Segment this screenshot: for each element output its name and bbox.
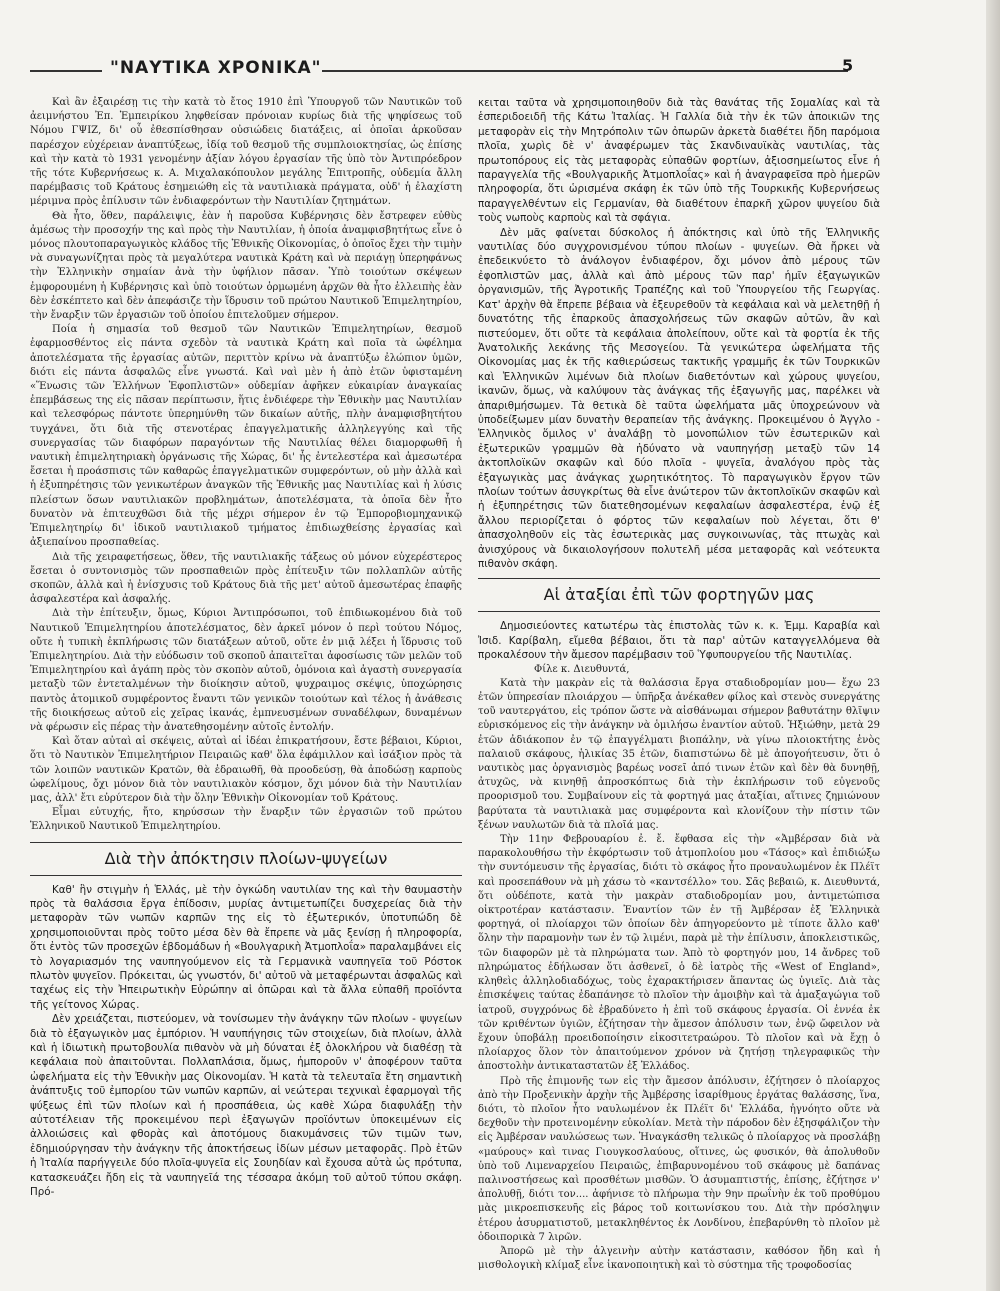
header-rule-right <box>322 70 848 72</box>
right-column <box>478 96 880 1273</box>
letter-paragraph: Τὴν 11ην Φεβρουαρίου ἐ. ἔ. ἔφθασα εἰς τὴν «Ἀμβέρσαν διὰ νὰ παρακολουθήσω τὴν ἐκφόρτωσιν τοῦ ἀτμοπλοίου μου «Τάσος» καὶ ἐπιδιώξω τὴν συντόμευσιν τῆς ἐργασίας, διότι τὸ σκάφος ἦτο προναυλωμένον ἐκ Πλέϊτ καὶ προσεπάθουν νὰ μὴ χάσω τὸ «καντσέλλο» του. Σᾶς βεβαιῶ, κ. Διευθυντά, ὅτι οὐδέποτε, κατὰ τὴν μακρὰν σταδιοδρομίαν μου, ἀντιμετώπισα οἰκτροτέραν κατάστασιν. Ἐναντίον τῶν ἐν τῇ Ἀμβέρσαν ἐξ Ἑλληνικὰ φορτηγά, οἱ πλοίαρχοι τῶν ὁποίων δὲν ἀπηγορεύοντο μὲ τίποτε ἄλλο καθ' ὅλην τὴν παραμονὴν των ἐν τῷ λιμένι, παρὰ μὲ τὴν ἐπίλυσιν, ἀποκλειστικῶς, τῶν διαφορῶν μὲ τὰ πληρώματα των. Ἀπὸ τὸ φορτηγόν μου, 14 ἄνδρες τοῦ πληρώματος ἐδήλωσαν ὅτι ἀσθενεῖ, ὁ δὲ ἰατρὸς τῆς «West of England», κληθεὶς ἀλληλοδιαδόχως, τοὺς ἐχαρακτήρισεν ἅπαντας ὡς ὑγιεῖς. Διὰ τὰς ἐπισκέψεις ταύτας ἐδαπάνησε τὸ πλοῖον τὴν ἀμοιβὴν καὶ τὰ ἀμαξαγώγια τοῦ ἰατροῦ, συγχρόνως δὲ ἐβραδύνετο ἡ ἐπὶ τοῦ σκάφους ἐργασία. Οἱ ἐννέα ἐκ τῶν κριθέντων ὑγιῶν, ἐζήτησαν τὴν ἄμεσον ἀπόλυσιν των, ἐνῷ ὤφειλον νὰ ἔχουν ὑποβάλῃ προειδοποίησιν εἰκοσιτετραώρου. Τὸ πλοῖον καὶ νὰ ἔχῃ ὁ πλοίαρχος ὅλον τὸν ἀπαιτούμενον χρόνον νὰ ζητήσῃ τηλεγραφικῶς τὴν ἀποστολὴν ἀντικαταστατῶν ἐξ Ἑλλάδος. <box>478 834 880 1073</box>
letter-paragraph: Πρὸ τῆς ἐπιμονῆς των εἰς τὴν ἄμεσον ἀπόλυσιν, ἐζήτησεν ὁ πλοίαρχος ἀπὸ τὴν Προξενικὴν ἀρχὴν τῆς Ἀμβέρσης ἰσαρίθμους ἐργάτας θαλάσσης, ἵνα, διότι, τὸ πλοῖον ἦτο ναυλωμένον ἐκ Πλέϊτ δι' Ἑλλάδα, ἠγνόητο οὔτε νὰ δεχθοῦν τὴν προτεινομένην εὐκολίαν. Μετὰ τὴν πάροδον δὲν ἐξησφάλιζον τὴν εἰς Ἀμβέρσαν ναυλώσεως των. Ἠναγκάσθη τελικῶς ὁ πλοίαρχος νὰ προσλάβῃ «μαύρους» καὶ τινας Γιουγκοσλαύους, οἵτινες, ὡς φυσικόν, θὰ ἀπολυθοῦν ὑπὸ τοῦ Λιμεναρχείου Πειραιῶς, ἐπιβαρυνομένου τοῦ σκάφους μὲ δαπάνας παλινοστήσεως καὶ προσθέτων μισθῶν. Ὁ ἀσυμαπτιστής, ἐπίσης, ἐζήτησε ν' ἀπολυθῇ, διότι τον.... ἀφήνισε τὸ πλήρωμα τὴν 9ην πρωΐνὴν ἐκ τοῦ προθύμου μὰς μικροεπισκευῆς εἰς βάρος τοῦ κοιτωνίσκου του. Διὰ τὴν πρόσληψιν ἑτέρου ἀσυρματιστοῦ, μετακληθέντος ἐκ Λονδίνου, ἐπεβαρύνθη τὸ πλοῖον μὲ ὁδοιπορικὰ 7 λιρῶν. <box>478 1075 880 1243</box>
letter-salutation: Φίλε κ. Διευθυντά, <box>534 663 630 675</box>
page-binding-edge <box>986 0 1000 1291</box>
article-paragraph: Ποία ἡ σημασία τοῦ θεσμοῦ τῶν Ναυτικῶν Ἐπιμελητηρίων, θεσμοῦ ἐφαρμοσθέντος εἰς πάντα σχεδὸν τὰ ναυτικὰ Κράτη καὶ ποῖα τὰ ὠφέλημα ἀποτελέσματα τῆς ἐργασίας αὐτῶν, περιττὸν κρίνω νὰ ἀναπτύξω ἐλώπιον ὑμῶν, διότι εἰς πάντα ἀσφαλῶς εἶνε γνωστά. Καὶ ναὶ μὲν ἡ ἀπὸ ἐτῶν ὑφισταμένη «Ἕνωσις τῶν Ἑλλήνων Ἐφοπλιστῶν» οὐδεμίαν ἀφῆκεν εὐκαιρίαν ἀναγκαίας ἐπεμβάσεως της εἰς πᾶσαν περίπτωσιν, ἥτις ἐνδιέφερε τὴν Ἐθνικὴν μας Ναυτιλίαν καὶ τελεσφόρως πάντοτε ὑπερημύνθη τῶν δικαίων αὐτῆς, πλὴν ἀναμφισβητήτου τυγχάνει, ὅτι διὰ τῆς στενοτέρας ἐπαγγελματικῆς ἀλληλεγγύης καὶ τῆς συνεργασίας τῶν διαφόρων παραγόντων τῆς Ναυτιλίας θέλει διαμορφωθῆ ἡ ναυτικὴ ἐπιμελητηριακὴ ὀργάνωσις τῆς Χώρας, δι' ἧς ἐντελεστέρα καὶ ἀμεσωτέρα ἔσεται ἡ προάσπισις τῶν καθαρῶς ἐπαγγελματικῶν συμφερόντων, οὐ μὴν ἀλλὰ καὶ ἡ ἐξυπηρέτησις τῶν γενικωτέρων ἀναγκῶν τῆς Ἐθνικῆς μας Ναυτιλίας καὶ ἡ λύσις πλείστων ὅσων ναυτιλιακῶν προβλημάτων, ἀποτελέσματα, τὰ ὁποῖα δὲν ἦτο δυνατὸν νὰ ἐπιτευχθῶσι διὰ τῆς μέχρι σήμερον ἐν τῷ Ἐμποροβιομηχανικῷ Ἐπιμελητηρίῳ δι' ἰδικοῦ ναυτιλιακοῦ τμήματος ἐπιδιωχθείσης ἐργασίας καὶ ἀξιεπαίνου προσπαθείας. <box>30 324 462 549</box>
article-paragraph: Διὰ τὴν ἐπίτευξιν, ὅμως, Κύριοι Ἀντιπρόσωποι, τοῦ ἐπιδιωκομένου διὰ τοῦ Ναυτικοῦ Ἐπιμελητηρίου ἀποτελέσματος, δὲν ἀρκεῖ μόνον ὁ περὶ τούτου Νόμος, οὔτε ἡ τυπικὴ ἐκπλήρωσις τῶν διατάξεων αὐτοῦ, οὔτε ἐν μιᾷ λέξει ἡ ἵδρυσις τοῦ Ἐπιμελητηρίου. Διὰ τὴν εὐόδωσιν τοῦ σκοποῦ ἀπαιτεῖται ἀφοσίωσις τῶν μελῶν τοῦ Ἐπιμελητηρίου καὶ ἀγάπη πρὸς τὸν σκοπὸν αὐτοῦ, ὁμόνοια καὶ ἀγαστὴ συνεργασία μεταξὺ τῶν ἐντεταλμένων τὴν διοίκησιν αὐτοῦ, ψυχραιμος σκέψις, ὑποχώρησις παντὸς ἀτομικοῦ συμφέροντος ἔναντι τῶν γενικῶν τοιούτων καὶ τέλος ἡ ἀνάθεσις τῆς διοικήσεως αὐτοῦ εἰς χεῖρας ἱκανάς, ἐμπνευσμένων συναδέλφων, δυναμένων νὰ φέρωσιν εἰς πέρας τὴν ἀνατεθησομένην αὐτοῖς ἐντολήν. <box>30 608 462 733</box>
lead-paragraph: Δημοσιεύοντες κατωτέρω τὰς ἐπιστολὰς τῶν κ. κ. Ἐμμ. Καραβία καὶ Ἰσιδ. Καρίβαλη, εἴμεθα βέβαιοι, ὅτι τὰ παρ' αὐτῶν καταγγελλόμενα θὰ προκαλέσουν τὴν ἄμεσον παρέμβασιν τοῦ Ὑφυπουργείου τῆς Ναυτιλίας. <box>478 620 880 662</box>
running-header <box>30 52 860 92</box>
article-paragraph: Εἶμαι εὐτυχής, ἤτο, κηρύσσων τὴν ἔναρξιν τῶν ἐργασιῶν τοῦ πρώτου Ἑλληνικοῦ Ναυτικοῦ Ἐπιμελητηρίου. <box>30 807 462 833</box>
publication-title: "ΝΑΥΤΙΚΑ ΧΡΟΝΙΚΑ" <box>110 58 322 78</box>
article-paragraph: Δὲν μᾶς φαίνεται δύσκολος ἡ ἀπόκτησις καὶ ὑπὸ τῆς Ἑλληνικῆς ναυτιλίας δύο συγχρονισμένου τύπου πλοίων - ψυγείων. Θὰ ἤρκει νὰ ἐπεδεικνύετο τὸ ἀνάλογον ἐνδιαφέρον, ὄχι μόνον ἀπὸ μέρους τῶν ἐφοπλιστῶν μας, ἀλλὰ καὶ ἀπὸ μέρους τῶν παρ' ἡμῖν ἐξαγωγικῶν ὀργανισμῶν, τῆς Ἀγροτικῆς Τραπέζης καὶ τοῦ Ὑπουργείου τῆς Γεωργίας. Κατ' ἀρχὴν θὰ ἔπρεπε βέβαια νὰ ἐξευρεθοῦν τὰ κεφάλαια καὶ νὰ μελετηθῇ ἡ δυνατότης τῆς ἐπαρκοῦς ἀπασχολήσεως τῶν σκαφῶν αὐτῶν, ἂν καὶ πιστεύομεν, ὅτι οὔτε τὰ κεφάλαια ἀπολείπουν, οὔτε καὶ τὰ φορτία ἐκ τῆς Ἀνατολικῆς λεκάνης τῆς Μεσογείου. Τὰ γενικώτερα ὠφελήματα τῆς Οἰκονομίας μας ἐκ τῆς καθιερώσεως τακτικῆς γραμμῆς ἐκ τῶν Τουρκικῶν καὶ Ἑλληνικῶν λιμένων διὰ πλοίων διαθετόντων καὶ χώρους ψυγείου, ἱκανῶν, ὅμως, νὰ καλύψουν τὰς ἀνάγκας τῆς ἐξαγωγῆς μας, παρέλκει νὰ ἀπαριθμήσωμεν. Τὰ θετικὰ δὲ ταῦτα ὠφελήματα μᾶς ὑποχρεώνουν νὰ ὑποδείξωμεν μίαν δυνατὴν θεραπείαν τῆς ἀνάγκης. Προκειμένου ὁ Ἀγγλο - Ἑλληνικὸς ὅμιλος ν' ἀναλάβῃ τὸ μονοπώλιον τῶν ἐσωτερικῶν καὶ ἐξωτερικῶν γραμμῶν θὰ ἠδύνατο νὰ ναυπηγήσῃ μεταξὺ τῶν 14 ἀκτοπλοϊκῶν σκαφῶν καὶ δύο πλοῖα - ψυγεῖα, ἀναλόγου πρὸς τὰς ἐξαγωγικὰς μας ἀνάγκας χωρητικότητος. Τὸ παραγωγικὸν ἔργον τῶν πλοίων τούτων ἀσυγκρίτως θὰ εἶνε ἀνώτερον τῶν ἀκτοπλοϊκῶν σκαφῶν καὶ ἡ ἐξυπηρέτησις τῶν διατεθησομένων κεφαλαίων ἀσφαλεστέρα, ἐνῷ ἐξ ἄλλου περιορίζεται ὁ φόρτος τῶν κεφαλαίων ποὺ λέγεται, ὅτι θ' ἀπασχοληθοῦν εἰς τὰς ἐσωτερικὰς μας συγκοινωνίας, τὰς πτωχὰς καὶ ἀνισχύρους νὰ δικαιολογήσουν πολυτελῆ μέσα μεταφορᾶς καὶ νεότευκτα πιθανὸν σκάφη. <box>478 226 880 570</box>
letter-paragraph: Ἀπορῶ μὲ τὴν ἀλγεινὴν αὐτὴν κατάστασιν, καθόσον ἤδη καὶ ἡ μισθολογικὴ κλίμαξ εἶνε ἱκανοποιητικὴ καὶ τὸ σύστημα τῆς τροφοδοσίας <box>478 1245 880 1272</box>
article-paragraph: κειται ταῦτα νὰ χρησιμοποιηθοῦν διὰ τὰς θανάτας τῆς Σομαλίας καὶ τὰ ἑσπεριδοειδῆ τῆς Κάτω Ἰταλίας. Ἡ Γαλλία διὰ τὴν ἐκ τῶν ἀποικιῶν της μεταφορὰν εἰς τὴν Μητρόπολιν τῶν ὀπωρῶν ἀρκετὰ διαθέτει ἤδη παρόμοια πλοῖα, χωρὶς δὲ ν' ἀναφέρωμεν τὰς Σκανδιναυϊκὰς ναυτιλίας, τὰς πρωτοπόρους εἰς τὰς μεταφορὰς εὐπαθῶν φορτίων, ἀξιοσημείωτος εἶνε ἡ παραγγελία τῆς «Βουλγαρικῆς Ἀτμοπλοΐας» καὶ ἡ ἀναγραφεῖσα πρὸ ἡμερῶν πληροφορία, ὅτι ὡρισμένα σκάφη ἐκ τῶν ὑπὸ τῆς Τουρκικῆς Κυβερνήσεως παραγγελθέντων εἰς Γερμανίαν, θὰ διαθέτουν ἐπαρκῆ χῶρον ψυγείου διὰ τοὺς νωποὺς καρποὺς καὶ τὰ σφάγια. <box>478 97 880 225</box>
letter-paragraph: Κατὰ τὴν μακρὰν εἰς τὰ θαλάσσια ἔργα σταδιοδρομίαν μου— ἔχω 23 ἐτῶν ὑπηρεσίαν πλοιάρχου — ὑπῆρξα ἀνέκαθεν φίλος καὶ στενὸς συνεργάτης τοῦ ναυτεργάτου, εἰς τρόπον ὥστε νὰ αἰσθάνωμαι σήμερον βαθυτάτην θλῖψιν εὑρισκόμενος εἰς τὴν ἀνάγκην νὰ ὁμιλήσω ἐναντίον αὐτοῦ. Ἠξιώθην, μετὰ 29 ἐτῶν ἀδιάκοπον ἐν τῷ ἐπαγγέλματι βιοπάλην, νὰ γίνω πλοιοκτήτης ἑνὸς παλαιοῦ σκάφους, ἡλικίας 35 ἐτῶν, διαπιστώνω δὲ μὲ ἀπογοήτευσιν, ὅτι ὁ ναυτικὸς μας ὀργανισμὸς βαρέως νοσεῖ ἀπό τινων ἐτῶν καὶ δὲν θὰ δυνηθῇ, ἀτυχῶς, νὰ κινηθῇ ἀπροσκόπτως διὰ τὴν ἐκπλήρωσιν τοῦ εὐγενοῦς προορισμοῦ του. Συμβαίνουν εἰς τὰ φορτηγά μας ἀταξίαι, αἵτινες ζημιώνουν βαρύτατα τὰ ναυτιλιακὰ μας συμφέροντα καὶ κλονίζουν τὴν πίστιν τῶν ξένων ναυλωτῶν διὰ τὰ πλοῖά μας. <box>478 677 880 831</box>
page-number: 5 <box>842 56 854 75</box>
article-paragraph: Καὶ ὅταν αὐταὶ αἱ σκέψεις, αὐταὶ αἱ ἰδέαι ἐπικρατήσουν, ἔστε βέβαιοι, Κύριοι, ὅτι τὸ Ναυτικὸν Ἐπιμελητήριον Πειραιῶς καθ' ὅλα ἐφάμιλλον καὶ ἰσάξιον πρὸς τὰ τῶν λοιπῶν ναυτικῶν Κρατῶν, θὰ ἐδραιωθῆ, θὰ προοδεύσῃ, θὰ ἀποδώσῃ καρποὺς ὠφελίμους, ὄχι μόνον διὰ τὸν ναυτιλιακὸν κόσμον, ὄχι μόνον διὰ τὴν Ναυτιλίαν μας, ἀλλ' ἔτι εὐρύτερον διὰ τὴν ὅλην Ἐθνικὴν Οἰκονομίαν τοῦ Κράτους. <box>30 736 462 804</box>
article-paragraph: Δὲν χρειάζεται, πιστεύομεν, νὰ τονίσωμεν τὴν ἀνάγκην τῶν πλοίων - ψυγείων διὰ τὸ ἐξαγωγικὸν μας ἐμπόριον. Ἡ ναυπήγησις τῶν στοιχείων, διὰ πλοίων, ἀλλὰ καὶ ἡ ἰδιωτικὴ πρωτοβουλία πιθανὸν νὰ μὴ δύναται ἐξ ὁλοκλήρου νὰ διαθέσῃ τὰ κεφάλαια ποὺ ἀπαιτοῦνται. Πολλαπλάσια, ὅμως, ἠμποροῦν ν' ἀποφέρουν ταῦτα ὠφελήματα εἰς τὴν Ἐθνικὴν μας Οἰκονομίαν. Ἡ κατὰ τὰ τελευταῖα ἔτη σημαντικὴ ἀνάπτυξις τοῦ ἐμπορίου τῶν νωπῶν καρπῶν, αἱ νεώτεραι τεχνικαὶ ἐφαρμογαὶ τῆς ψύξεως ἐπὶ τῶν πλοίων καὶ ἡ προσπάθεια, ὡς καθὲ Χώρα διαφυλάξῃ τὴν αὐτοτέλειαν τῆς προκειμένου περὶ ἐξαγωγῶν προϊόντων ὑποκειμένων εἰς ἀλλοιώσεις καὶ φθορὰς καὶ ἀποτόμους διακυμάνσεις τῶν τιμῶν των, ἐδημιούργησαν τὴν ἀνάγκην τῆς ἀποκτήσεως ἰδίων μέσων μεταφορᾶς. Πρὸ ἐτῶν ἡ Ἰταλία παρήγγειλε δύο πλοῖα-ψυγεῖα εἰς Σουηδίαν καὶ ἔχουσα αὐτὰ ὡς πρότυπα, κατασκευάζει ἤδη εἰς τὰ ναυπηγεῖά της τέσσαρα ἀκόμη τοῦ αὐτοῦ τύπου σκάφη. Πρό- <box>30 1013 462 1199</box>
article-paragraph: Θὰ ἦτο, ὅθεν, παράλειψις, ἐὰν ἡ παροῦσα Κυβέρνησις δὲν ἔστρεφεν εὐθὺς ἀμέσως τὴν προσοχήν της καὶ πρὸς τὴν Ναυτιλίαν, ἡ ὁποία ἀναμφισβητήτως εἶνε ὁ μόνος πλουτοπαραγωγικὸς κλάδος τῆς Ἐθνικῆς Οἰκονομίας, ὁ ὁποῖος ἔχει τὴν τιμὴν νὰ συναγωνίζηται πρὸς τὰ μεγαλύτερα ναυτικὰ Κράτη καὶ νὰ περιάγῃ ὑπερηφάνως τὴν Ἑλληνικὴν σημαίαν ἀνὰ τὴν ὑφήλιον πᾶσαν. Ὑπὸ τοιούτων σκέψεων ἐμφορουμένη ἡ Κυβέρνησις καὶ ὑπὸ τοιούτων ὁρμωμένη ἀρχῶν θὰ ἦτο ἐλλειπὴς ἐὰν δὲν ἐσκέπτετο καὶ δὲν ἀπεφάσιζε τὴν ἵδρυσιν τοῦ πρώτου Ναυτικοῦ Ἐπιμελητηρίου, τὴν ἔναρξιν τῶν ἐργασιῶν τοῦ ὁποίου ἐπιτελοῦμεν σήμερον. <box>30 210 462 322</box>
section-heading-refrigerated-ships: Διὰ τὴν ἀπόκτησιν πλοίων-ψυγείων <box>30 842 462 876</box>
article-paragraph: Καὶ ἂν ἐξαιρέσῃ τις τὴν κατὰ τὸ ἔτος 1910 ἐπὶ Ὑπουργοῦ τῶν Ναυτικῶν τοῦ ἀειμνήστου Ἐπ. Ἐμπειρίκου ληφθείσαν πρόνοιαν κυρίως διὰ τῆς ψηφίσεως τοῦ Νόμου ΓΨΙΖ, δι' οὗ ἐθεσπίσθησαν οὐσιώδεις διατάξεις, αἱ ὁποῖαι ἀρκοῦσαν παρέσχον εὐχέρειαν ἀναπτύξεως, ἰδίᾳ τοῦ θεσμοῦ τῆς συμπλοιοκτησίας, ὡς ἐπίσης καὶ τὴν κατὰ τὸ 1931 γενομένην ἀξίαν λόγου ἐργασίαν τῆς ὑπὸ τὸν Ἀντιπρόεδρον τῆς τότε Κυβερνήσεως κ. Α. Μιχαλακόπουλον μεγάλης Ἐπιτροπῆς, οὐδεμία ἄλλη παρέμβασις τοῦ Κράτους ἐσημειώθη εἰς τὰ ναυτιλιακὰ πράγματα, οὐδ' ἡ ἐλαχίστη μέριμνα πρὸς ἐπίλυσιν τῶν ἐνδιαφερόντων τὴν Ναυτιλίαν ζητημάτων. <box>30 97 462 208</box>
article-paragraph: Διὰ τῆς χειραφετήσεως, ὅθεν, τῆς ναυτιλιακῆς τάξεως οὐ μόνον εὐχερέστερος ἔσεται ὁ συντονισμὸς τῶν προσπαθειῶν πρὸς ἐπίτευξιν τῶν πολλαπλῶν αὐτῆς σκοπῶν, ἀλλὰ καὶ ἡ ἐνίσχυσις τοῦ Κράτους διὰ τῆς μετ' αὐτοῦ ἀμεσωτέρας ἐπαφῆς ἀσφαλεστέρα καὶ ἀσφαλής. <box>30 551 462 606</box>
left-column <box>30 96 462 1273</box>
section-heading-cargo-disorders: Αἱ ἀταξίαι ἐπὶ τῶν φορτηγῶν μας <box>478 578 880 612</box>
article-paragraph: Καθ' ἣν στιγμὴν ἡ Ἑλλάς, μὲ τὴν ὀγκώδη ναυτιλίαν της καὶ τὴν θαυμαστὴν πρὸς τὰ θαλάσσια ἔργα ἐπίδοσιν, μυρίας ἀντιμετωπίζει δυσχερείας διὰ τὴν μεταφορὰν τῶν νωπῶν καρπῶν της εἰς τὸ ἐξωτερικόν, ὑποτυπώδη δὲ χρησιμοποιοῦνται πρὸς τοῦτο μέσα δὲν θὰ ἔπρεπε νὰ μᾶς ξενίσῃ ἡ πληροφορία, ὅτι ἐντὸς τῶν προσεχῶν ἑβδομάδων ἡ «Βουλγαρικὴ Ἀτμοπλοΐα» παραλαμβάνει εἰς τὸ λογαριασμόν της ναυπηγούμενον εἰς τὰ Γερμανικὰ ναυπηγεῖα τοῦ Ρόστοκ πλωτὸν ψυγεῖον. Πρόκειται, ὡς γνωστόν, δι' αὐτοῦ νὰ μεταφέρωνται ἀσφαλῶς καὶ ταχέως εἰς τὴν Ἠπειρωτικὴν Εὐρώπην αἱ ὀπῶραι καὶ τὰ ἄλλα εὐπαθῆ προϊόντα τῆς γείτονος Χώρας. <box>30 883 462 1011</box>
header-rule-left <box>30 70 102 72</box>
